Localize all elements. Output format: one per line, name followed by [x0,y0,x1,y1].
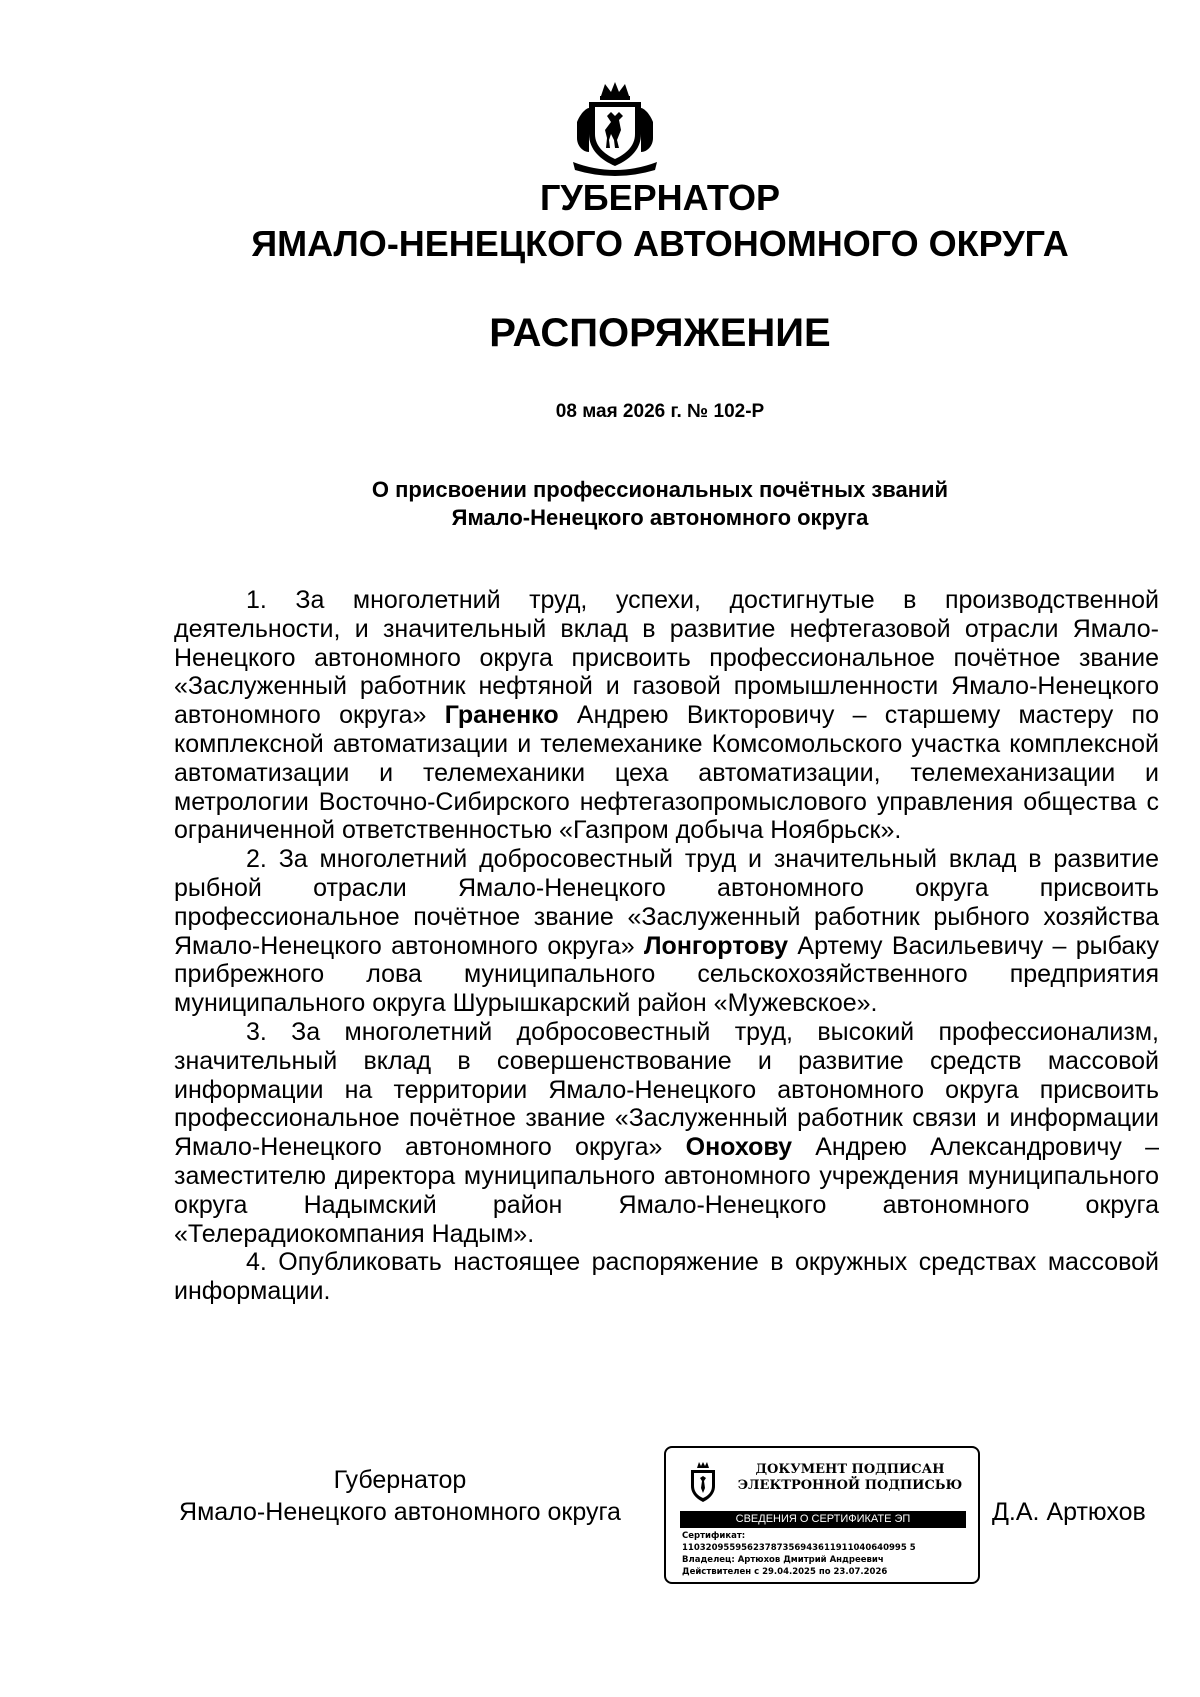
signer-position-line2: Ямало-Ненецкого автономного округа [179,1498,621,1526]
paragraph-3: 3. За многолетний добросовестный труд, высокий профессионализм, значительный вклад в совершенствование и развитие средств массовой информации на территории Ямало-Ненецкого автономного округа присвоить профессиональное почётное звание «Заслуженный работник связи и информации Ямало-Ненецкого автономного округа» Онохову Андрею Александровичу – заместителю директора муниципального автономного учреждения муниципального округа Надымский район Ямало-Ненецкого автономного округа «Телерадиокомпания Надым». [174,1017,1159,1248]
electronic-signature-stamp [664,1446,980,1584]
document-date-number: 08 мая 2026 г. № 102-Р [555,401,765,422]
signer-name: Д.А. Артюхов [992,1498,1146,1526]
certificate-validity: Действителен с 29.04.2025 по 23.07.2026 [682,1567,888,1577]
paragraph-2: 2. За многолетний добросовестный труд и значительный вклад в развитие рыбной отрасли Ямало-Ненецкого автономного округа присвоить профессиональное почётное звание «Заслуженный работник рыбного хозяйства Ямало-Ненецкого автономного округа» Лонгортову Артему Васильевичу – рыбаку прибрежного лова муниципального сельскохозяйственного предприятия муниципального округа Шурышкарский район «Мужевское». [174,845,1160,1018]
signer-position-line1: Губернатор [333,1466,467,1494]
certificate-info-bar: СВЕДЕНИЯ О СЕРТИФИКАТЕ ЭП [680,1511,966,1528]
coat-of-arms-icon [567,82,663,176]
stamp-heading: ДОКУМЕНТ ПОДПИСАН ЭЛЕКТРОННОЙ ПОДПИСЬЮ [737,1462,963,1493]
stamp-emblem-icon [684,1462,722,1506]
awardee-name: Онохову [685,1133,793,1162]
paragraph-4: 4. Опубликовать настоящее распоряжение в окружных средствах массовой информации. [174,1248,1159,1306]
document-subject-line1: О присвоении профессиональных почётных званий [371,477,949,502]
document-body [174,586,1159,1306]
document-subject-line2: Ямало-Ненецкого автономного округа [451,505,869,530]
issuer-title: ГУБЕРНАТОР [539,177,780,218]
awardee-name: Лонгортову [644,931,789,960]
certificate-owner: Владелец: Артюхов Дмитрий Андреевич [682,1555,884,1565]
document-type: РАСПОРЯЖЕНИЕ [489,311,831,355]
certificate-label: Сертификат: [682,1531,746,1541]
issuer-region: ЯМАЛО-НЕНЕЦКОГО АВТОНОМНОГО ОКРУГА [251,223,1069,264]
awardee-name: Граненко [444,701,559,730]
certificate-number: 11032095595623787356943611911040640995 5 [682,1543,916,1553]
paragraph-1: 1. За многолетний труд, успехи, достигнутые в производственной деятельности, и значительный вклад в развитие нефтегазовой отрасли Ямало-Ненецкого автономного округа присвоить профессиональное почётное звание «Заслуженный работник нефтяной и газовой промышленности Ямало-Ненецкого автономного округа» Граненко Андрею Викторовичу – старшему мастеру по комплексной автоматизации и телемеханике Комсомольского участка комплексной автоматизации и телемеханики цеха автоматизации, телемеханизации и метрологии Восточно-Сибирского нефтегазопромыслового управления общества с ограниченной ответственностью «Газпром добыча Ноябрьск». [174,586,1159,845]
